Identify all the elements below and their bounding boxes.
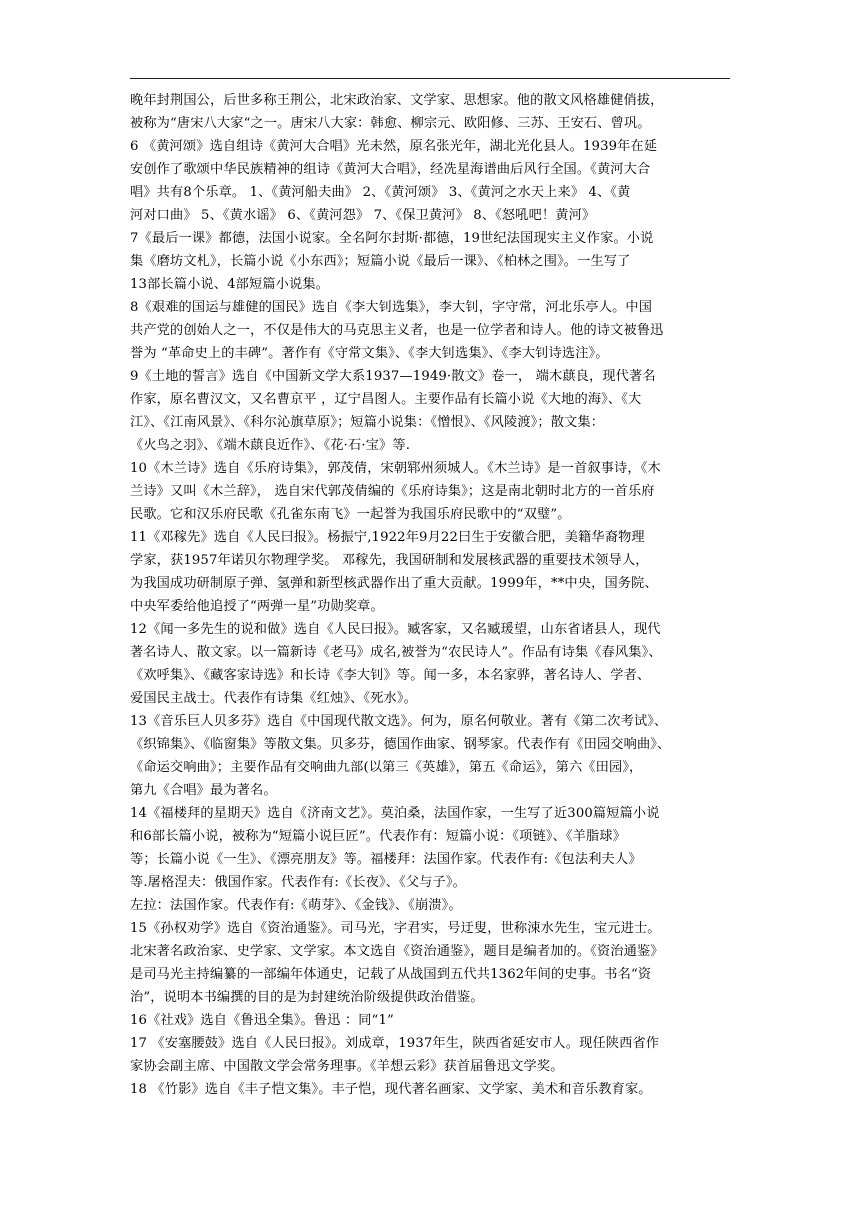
text-line: 8《艰难的国运与雄健的国民》选自《李大钊选集》，李大钊，字守常，河北乐亭人。中国 bbox=[130, 300, 653, 315]
header-rule bbox=[130, 78, 730, 79]
text-line: 中央军委给他追授了“两弹一星”功勋奖章。 bbox=[130, 599, 384, 614]
text-line: 14《福楼拜的星期天》选自《济南文艺》。莫泊桑，法国作家，一生写了近300篇短篇小说 bbox=[130, 806, 660, 821]
text-line: 和6部长篇小说，被称为“短篇小说巨匠”。代表作有：短篇小说：《项链》、《羊脂球》 bbox=[130, 829, 627, 844]
text-line: 民歌。它和汉乐府民歌《孔雀东南飞》一起誉为我国乐府民歌中的“双璧”。 bbox=[130, 507, 571, 522]
text-line: 为我国成功研制原子弹、氢弹和新型核武器作出了重大贡献。1999年，**中央，国务院、 bbox=[130, 576, 658, 591]
text-line: 被称为“唐宋八大家“之一。唐宋八大家：韩愈、柳宗元、欧阳修、三苏、王安石、曾巩。 bbox=[130, 116, 651, 131]
text-line: 等.屠格涅夫：俄国作家。代表作有:《长夜》、《父与子》。 bbox=[130, 875, 466, 890]
text-line: 11《邓稼先》选自《人民曰报》。杨振宁,1922年9月22曰生于安徽合肥，美籍华裔物理 bbox=[130, 530, 645, 545]
text-line: 《织锦集》、《临窗集》等散文集。贝多芬，德国作曲家、钢琴家。代表作有《田园交响曲》、 bbox=[130, 737, 671, 752]
document-body bbox=[130, 89, 730, 1101]
text-line: 著名诗人、散文家。以一篇新诗《老马》成名,被誉为“农民诗人”。作品有诗集《春风集》、 bbox=[130, 645, 662, 660]
text-line: 安创作了歌颂中华民族精神的组诗《黄河大合唱》，经冼星海谱曲后风行全国。《黄河大合 bbox=[130, 162, 651, 177]
text-line: 家协会副主席、中国散文学会常务理事。《羊想云彩》获首届鲁迅文学奖。 bbox=[130, 1059, 564, 1074]
text-line: 学家，获1957年诺贝尔物理学奖。 邓稼先，我国研制和发展核武器的重要技术领导人， bbox=[130, 553, 649, 568]
text-line: 《欢呼集》、《藏客家诗选》和长诗《李大钊》等。闻一多，本名家骅，著名诗人、学者、 bbox=[130, 668, 651, 683]
text-line: 是司马光主持编纂的一部编年体通史，记载了从战国到五代共1362年间的史事。书名“资 bbox=[130, 967, 652, 982]
text-line: 左拉：法国作家。代表作有:《萌芽》、《金钱》、《崩溃》。 bbox=[130, 898, 462, 913]
text-line: 作家，原名曹汉文，又名曹京平 ，辽宁昌图人。主要作品有长篇小说《大地的海》、《大 bbox=[130, 392, 642, 407]
text-line: 6 《黄河颂》选自组诗《黄河大合唱》光未然，原名张光年，湖北光化县人。1939年在延 bbox=[130, 139, 658, 154]
text-line: 18 《竹影》选自《丰子恺文集》。丰子恺，现代著名画家、文学家、美术和音乐教育家。 bbox=[130, 1082, 652, 1097]
text-line: 河对口曲》 5、《黄水谣》 6、《黄河怨》 7、《保卫黄河》 8、《怒吼吧！黄河》 bbox=[130, 208, 596, 223]
text-line: 12《闻一多先生的说和做》选自《人民曰报》。臧客家，又名臧瑗望，山东省诸县人，现代 bbox=[130, 622, 661, 637]
text-line: 共产党的创始人之一，不仅是伟大的马克思主义者，也是一位学者和诗人。他的诗文被鲁迅 bbox=[130, 323, 664, 338]
text-line: 兰诗》又叫《木兰辞》， 选自宋代郭茂倩编的《乐府诗集》；这是南北朝时北方的一首乐府 bbox=[130, 484, 655, 499]
text-line: 《火鸟之羽》、《端木蕻良近作》、《花·石·宝》等. bbox=[130, 438, 411, 453]
text-line: 唱》共有8个乐章。 1、《黄河船夫曲》 2、《黄河颂》 3、《黄河之水天上来》 4、《黄 bbox=[130, 185, 631, 200]
text-line: 爱国民主战士。代表作有诗集《红烛》、《死水》。 bbox=[130, 691, 417, 706]
text-line: 9《土地的誓言》选自《中国新文学大系1937—1949·散文》卷一， 端木蕻良，现代著名 bbox=[130, 369, 656, 384]
text-line: 10《木兰诗》选自《乐府诗集》，郭茂倩，宋朝郓州须城人。《木兰诗》是一首叙事诗，《木 bbox=[130, 461, 661, 476]
text-line: 15《孙权劝学》选自《资治通鉴》。司马光，字君实，号迂叟，世称涑水先生，宝元进士。 bbox=[130, 921, 661, 936]
text-line: 《命运交响曲》；主要作品有交响曲九部(以第三《英雄》，第五《命运》，第六《田园》， bbox=[130, 760, 643, 775]
text-line: 晚年封荆国公，后世多称王荆公，北宋政治家、文学家、思想家。他的散文风格雄健俏拔， bbox=[130, 93, 664, 108]
text-line: 13部长篇小说、4部短篇小说集。 bbox=[130, 277, 330, 292]
text-line: 7《最后一课》都德，法国小说家。全名阿尔封斯·都德，19世纪法国现实主义作家。小说 bbox=[130, 231, 654, 246]
text-line: 誉为 “革命史上的丰碑”。著作有《守常文集》、《李大钊选集》、《李大钊诗选注》。 bbox=[130, 346, 609, 361]
text-line: 北宋著名政治家、史学家、文学家。本文选自《资治通鉴》，题目是编者加的。《资治通鉴》 bbox=[130, 944, 664, 959]
text-line: 17 《安塞腰鼓》选自《人民曰报》。刘成章，1937年生，陕西省延安市人。现任陕西省作 bbox=[130, 1036, 660, 1051]
text-line: 16《社戏》选自《鲁迅全集》。鲁迅 ：同“1” bbox=[130, 1013, 394, 1028]
text-line: 治”，说明本书编撰的目的是为封建统治阶级提供政治借鉴。 bbox=[130, 990, 484, 1005]
text-line: 等；长篇小说《一生》、《漂亮朋友》等。福楼拜：法国作家。代表作有:《包法利夫人》 bbox=[130, 852, 642, 867]
text-line: 江》、《江南风景》、《科尔沁旗草原》；短篇小说集：《憎恨》、《风陵渡》；散文集： bbox=[130, 415, 605, 430]
text-line: 13《音乐巨人贝多芬》选自《中国现代散文选》。何为，原名何敬业。著有《第二次考试》、 bbox=[130, 714, 668, 729]
text-line: 第九《合唱》最为著名。 bbox=[130, 783, 277, 798]
text-line: 集《磨坊文札》，长篇小说《小东西》；短篇小说《最后一课》、《柏林之围》。一生写了 bbox=[130, 254, 631, 269]
